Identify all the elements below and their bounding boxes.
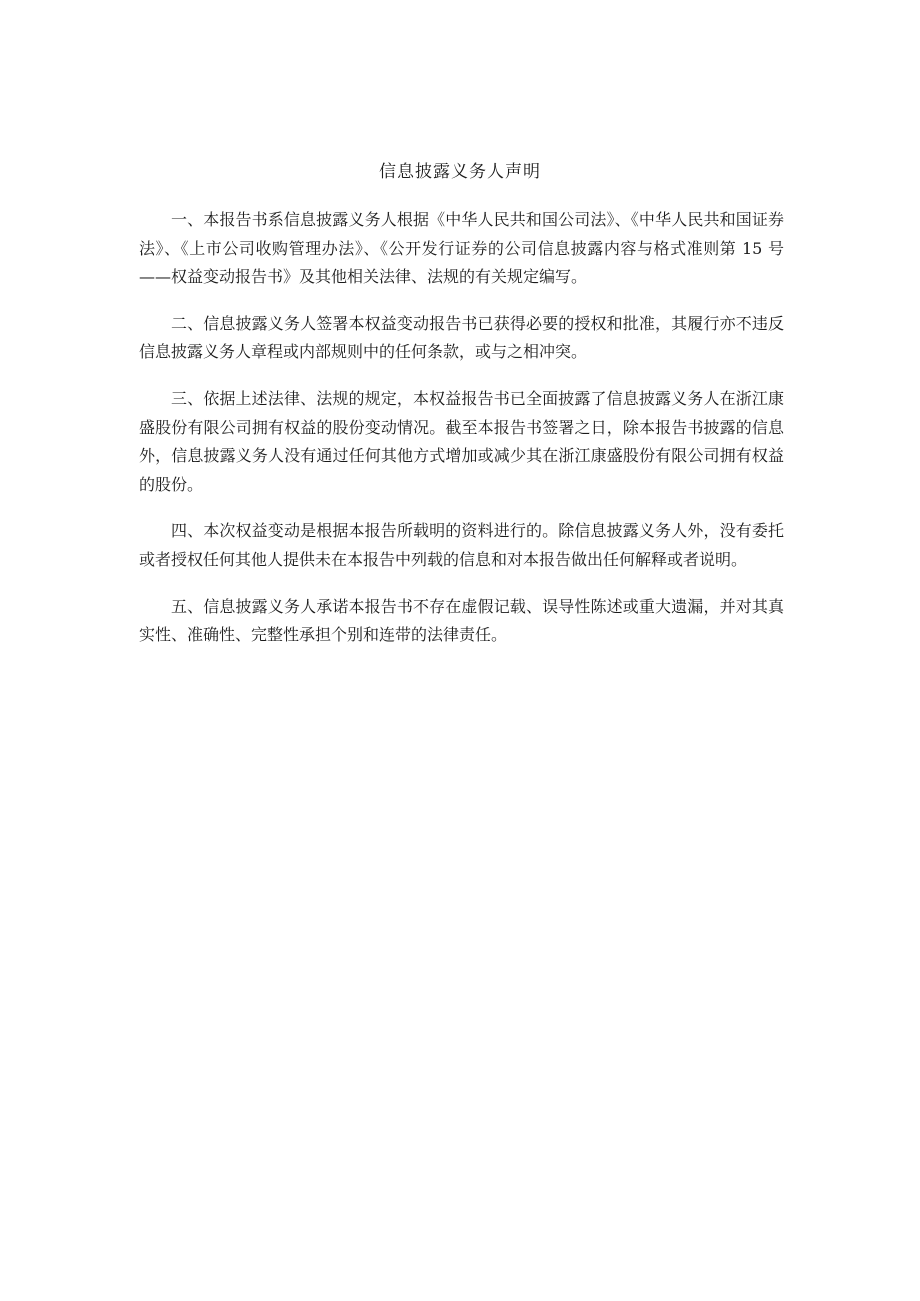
declaration-paragraph-2: 二、信息披露义务人签署本权益变动报告书已获得必要的授权和批准，其履行亦不违反信息披露义务人章程或内部规则中的任何条款，或与之相冲突。 xyxy=(139,313,784,362)
declaration-paragraph-5: 五、信息披露义务人承诺本报告书不存在虚假记载、误导性陈述或重大遗漏，并对其真实性、准确性、完整性承担个别和连带的法律责任。 xyxy=(139,596,784,645)
declaration-paragraph-1: 一、本报告书系信息披露义务人根据《中华人民共和国公司法》、《中华人民共和国证券法》、《上市公司收购管理办法》、《公开发行证券的公司信息披露内容与格式准则第 15 号——权益变动报告书》及其他相关法律、法规的有关规定编写。 xyxy=(139,210,784,287)
declaration-paragraph-4: 四、本次权益变动是根据本报告所载明的资料进行的。除信息披露义务人外，没有委托或者授权任何其他人提供未在本报告中列载的信息和对本报告做出任何解释或者说明。 xyxy=(139,521,784,569)
page-title: 信息披露义务人声明 xyxy=(379,162,541,182)
declaration-paragraph-3: 三、依据上述法律、法规的规定，本权益报告书已全面披露了信息披露义务人在浙江康盛股份有限公司拥有权益的股份变动情况。截至本报告书签署之日，除本报告书披露的信息外，信息披露义务人没有通过任何其他方式增加或减少其在浙江康盛股份有限公司拥有权益的股份。 xyxy=(139,388,784,494)
declaration-body xyxy=(139,206,784,668)
